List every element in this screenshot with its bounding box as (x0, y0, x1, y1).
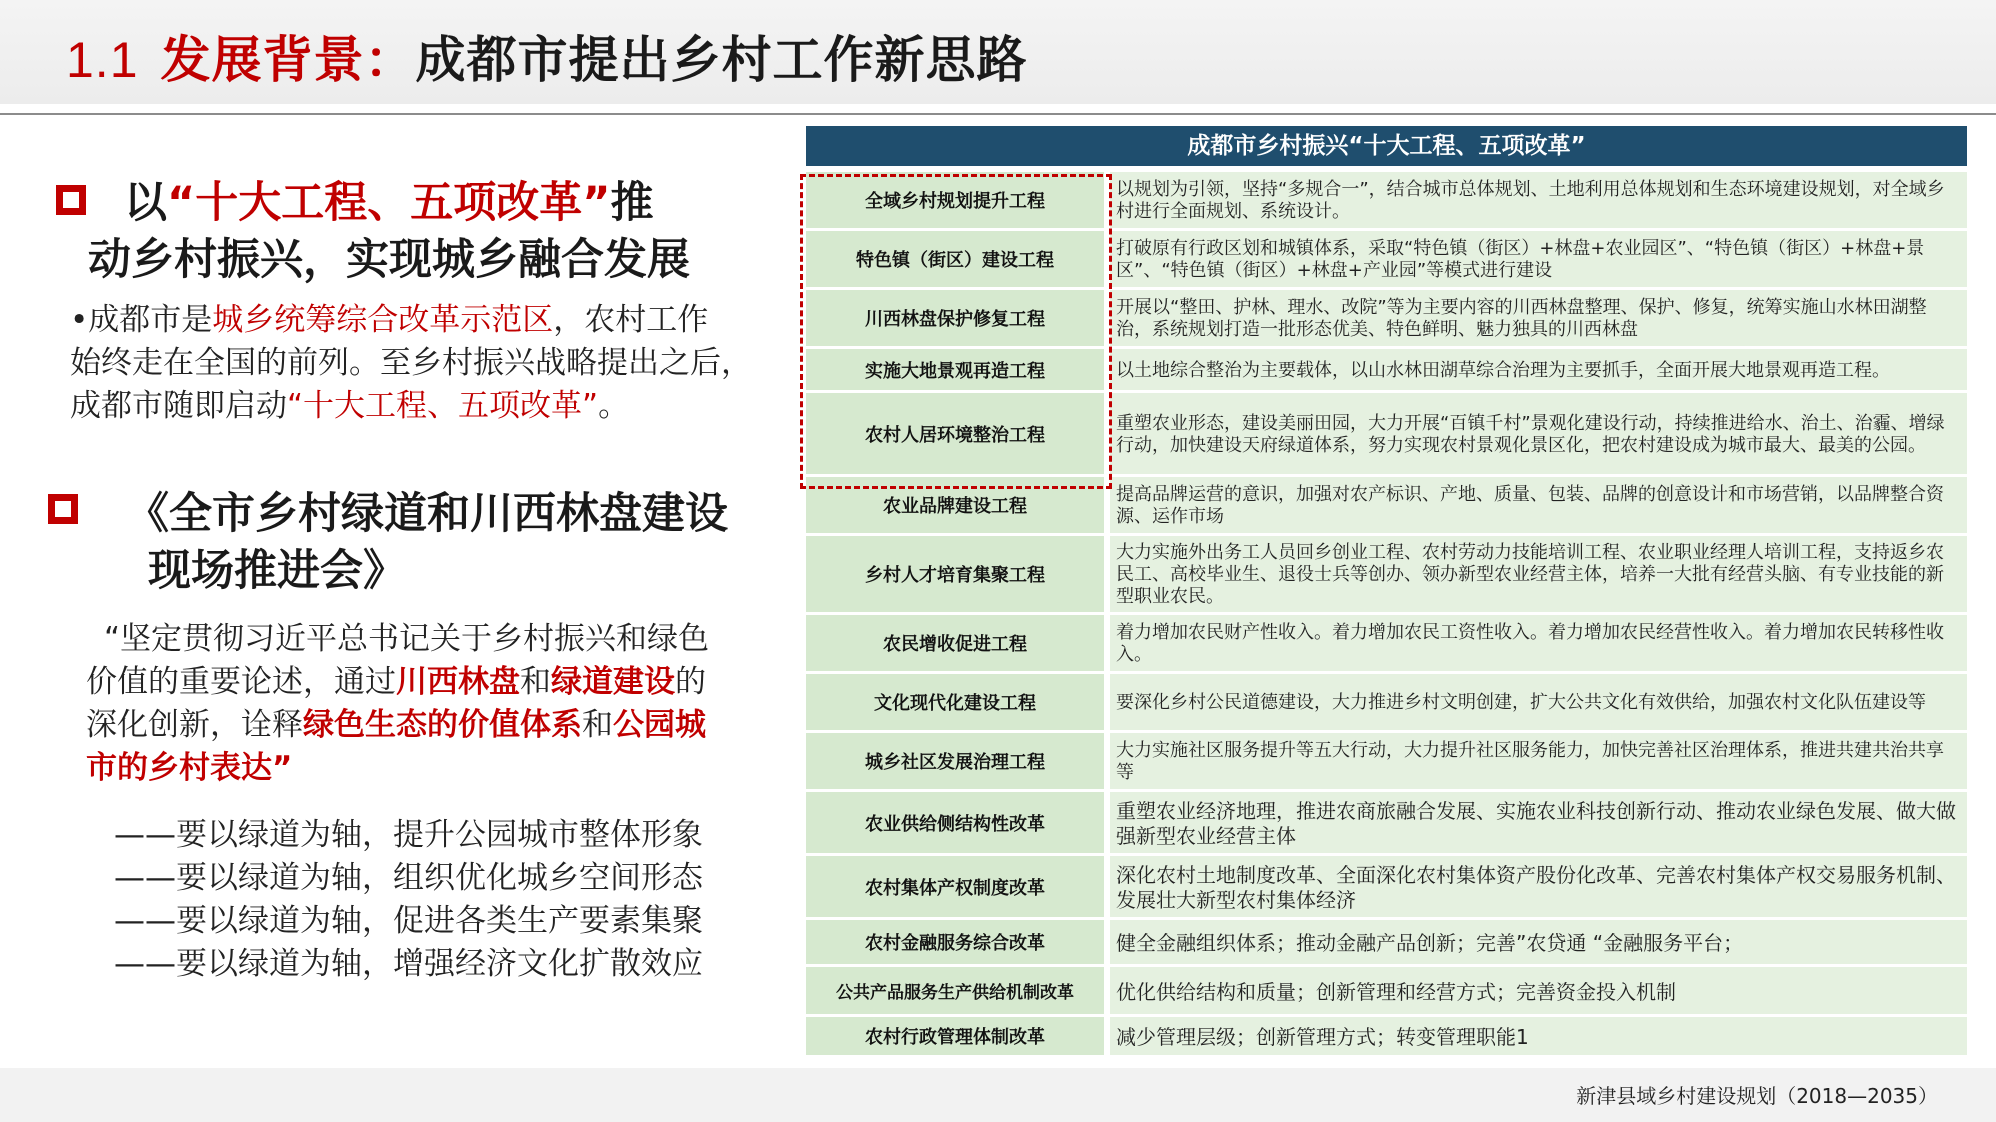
row-name: 城乡社区发展治理工程 (806, 733, 1104, 789)
row-desc: 以土地综合整治为主要载体，以山水林田湖草综合治理为主要抓手，全面开展大地景观再造工程。 (1110, 349, 1967, 390)
square-bullet-icon (56, 185, 86, 215)
para-text-c: ，农村工作 (553, 302, 709, 338)
row-desc: 大力实施外出务工人员回乡创业工程、农村劳动力技能培训工程、农业职业经理人培训工程，支持返乡农民工、高校毕业生、退役士兵等创办、领办新型农业经营主体，培养一大批有经营头脑、有专业技能的新型职业农民。 (1110, 536, 1967, 612)
row-desc: 大力实施社区服务提升等五大行动，大力提升社区服务能力，加快完善社区治理体系，推进共建共治共享等 (1110, 733, 1967, 789)
dash-list (44, 814, 774, 986)
dash-item: ——要以绿道为轴，增强经济文化扩散效应 (114, 946, 703, 982)
table-row (806, 733, 1967, 789)
table-row (806, 967, 1967, 1014)
section2-head-line1: 《全市乡村绿道和川西林盘建设 (126, 489, 728, 539)
quote-text: 和 (582, 707, 613, 743)
table-row (806, 477, 1967, 533)
section1-heading-line2: 动乡村振兴，实现城乡融合发展 (88, 235, 690, 285)
table-row (806, 920, 1967, 964)
row-name: 农业供给侧结构性改革 (806, 792, 1104, 853)
para-highlight-1: 城乡统筹综合改革示范区 (212, 302, 554, 338)
row-desc: 开展以“整田、护林、理水、改院”等为主要内容的川西林盘整理、保护、修复，统筹实施山水林田湖整治，系统规划打造一批形态优美、特色鲜明、魅力独具的川西林盘 (1110, 290, 1967, 346)
section1-heading (44, 175, 774, 232)
row-name: 特色镇（街区）建设工程 (806, 231, 1104, 287)
row-name: 农村集体产权制度改革 (806, 856, 1104, 917)
quote-highlight-value: 绿色生态的价值体系 (303, 707, 582, 743)
table-row (806, 674, 1967, 730)
quote-block (44, 618, 774, 790)
dash-item: ——要以绿道为轴，促进各类生产要素集聚 (114, 903, 703, 939)
table-row (806, 1017, 1967, 1055)
quote-highlight-end: 市的乡村表达” (86, 750, 293, 786)
row-name: 乡村人才培育集聚工程 (806, 536, 1104, 612)
quote-text: 的 (675, 664, 706, 700)
quote-highlight-linpan: 川西林盘 (396, 664, 520, 700)
row-desc: 着力增加农民财产性收入。着力增加农民工资性收入。着力增加农民经营性收入。着力增加农民转移性收入。 (1110, 615, 1967, 671)
row-desc: 提高品牌运营的意识，加强对农产标识、产地、质量、包装、品牌的创意设计和市场营销，以品牌整合资源、运作市场 (1110, 477, 1967, 533)
row-name: 农村人居环境整治工程 (806, 393, 1104, 474)
table-row (806, 393, 1967, 474)
table-row (806, 792, 1967, 853)
quote-line-1: “坚定贯彻习近平总书记关于乡村振兴和绿色 (104, 621, 710, 657)
left-column (44, 175, 774, 986)
square-bullet-icon (48, 494, 78, 524)
row-name: 农民增收促进工程 (806, 615, 1104, 671)
section1-head-post: 推 (610, 178, 654, 228)
row-desc: 打破原有行政区划和城镇体系，采取“特色镇（街区）+林盘+农业园区”、“特色镇（街区）+林盘+景区”、“特色镇（街区）+林盘+产业园”等模式进行建设 (1110, 231, 1967, 287)
para-line-2: 始终走在全国的前列。至乡村振兴战略提出之后， (70, 345, 752, 381)
quote-highlight-park: 公园城 (613, 707, 706, 743)
table-row (806, 349, 1967, 390)
footer-text: 新津县域乡村建设规划（2018—2035） (1576, 1084, 1938, 1108)
row-desc: 健全金融组织体系；推动金融产品创新；完善”农贷通 “金融服务平台； (1110, 920, 1967, 964)
dash-item: ——要以绿道为轴，组织优化城乡空间形态 (114, 860, 703, 896)
row-desc: 重塑农业经济地理，推进农商旅融合发展、实施农业科技创新行动、推动农业绿色发展、做大做强新型农业经营主体 (1110, 792, 1967, 853)
quote-text: 价值的重要论述，通过 (86, 664, 396, 700)
row-name: 公共产品服务生产供给机制改革 (806, 967, 1104, 1014)
row-name: 全域乡村规划提升工程 (806, 172, 1104, 228)
row-name: 农村行政管理体制改革 (806, 1017, 1104, 1055)
section1-paragraph (44, 299, 774, 428)
row-desc: 要深化乡村公民道德建设，大力推进乡村文明创建，扩大公共文化有效供给，加强农村文化队伍建设等 (1110, 674, 1967, 730)
row-name: 川西林盘保护修复工程 (806, 290, 1104, 346)
table-row (806, 856, 1967, 917)
table-row (806, 536, 1967, 612)
reform-table (806, 126, 1967, 1058)
table-title: 成都市乡村振兴“十大工程、五项改革” (806, 126, 1967, 166)
row-desc: 优化供给结构和质量；创新管理和经营方式；完善资金投入机制 (1110, 967, 1967, 1014)
section1-head-highlight: “十大工程、五项改革” (167, 178, 611, 228)
quote-text: 和 (520, 664, 551, 700)
row-name: 农业品牌建设工程 (806, 477, 1104, 533)
para-highlight-2: “十大工程、五项改革” (287, 388, 599, 424)
para-text-3c: 。 (598, 388, 630, 424)
section1-head-pre: 以 (124, 178, 167, 228)
quote-highlight-greenway: 绿道建设 (551, 664, 675, 700)
row-desc: 减少管理层级；创新管理方式；转变管理职能1 (1110, 1017, 1967, 1055)
row-desc: 深化农村土地制度改革、全面深化农村集体资产股份化改革、完善农村集体产权交易服务机制、发展壮大新型农村集体经济 (1110, 856, 1967, 917)
table-row (806, 231, 1967, 287)
title-highlight: 发展背景： (160, 31, 416, 89)
section2-heading (44, 486, 774, 543)
section2-heading-line2: 现场推进会》 (148, 546, 406, 596)
table-row (806, 172, 1967, 228)
table-row (806, 615, 1967, 671)
section-number: 1.1 (66, 32, 139, 88)
dash-item: ——要以绿道为轴，提升公园城市整体形象 (114, 817, 703, 853)
row-desc: 以规划为引领，坚持“多规合一”，结合城市总体规划、土地利用总体规划和生态环境建设规划，对全域乡村进行全面规划、系统设计。 (1110, 172, 1967, 228)
row-name: 实施大地景观再造工程 (806, 349, 1104, 390)
header-divider (0, 113, 1996, 115)
row-name: 文化现代化建设工程 (806, 674, 1104, 730)
quote-text: 深化创新，诠释 (86, 707, 303, 743)
row-name: 农村金融服务综合改革 (806, 920, 1104, 964)
para-text-a: 成都市是 (88, 302, 213, 338)
title-text: 成都市提出乡村工作新思路 (415, 31, 1028, 89)
page-title (66, 20, 1028, 92)
para-text-3a: 成都市随即启动 (70, 388, 287, 424)
row-desc: 重塑农业形态，建设美丽田园，大力开展“百镇千村”景观化建设行动，持续推进给水、治土、治霾、增绿行动，加快建设天府绿道体系，努力实现农村景观化景区化，把农村建设成为城市最大、最美的公园。 (1110, 393, 1967, 474)
bullet-dot: • (70, 302, 89, 338)
table-row (806, 290, 1967, 346)
